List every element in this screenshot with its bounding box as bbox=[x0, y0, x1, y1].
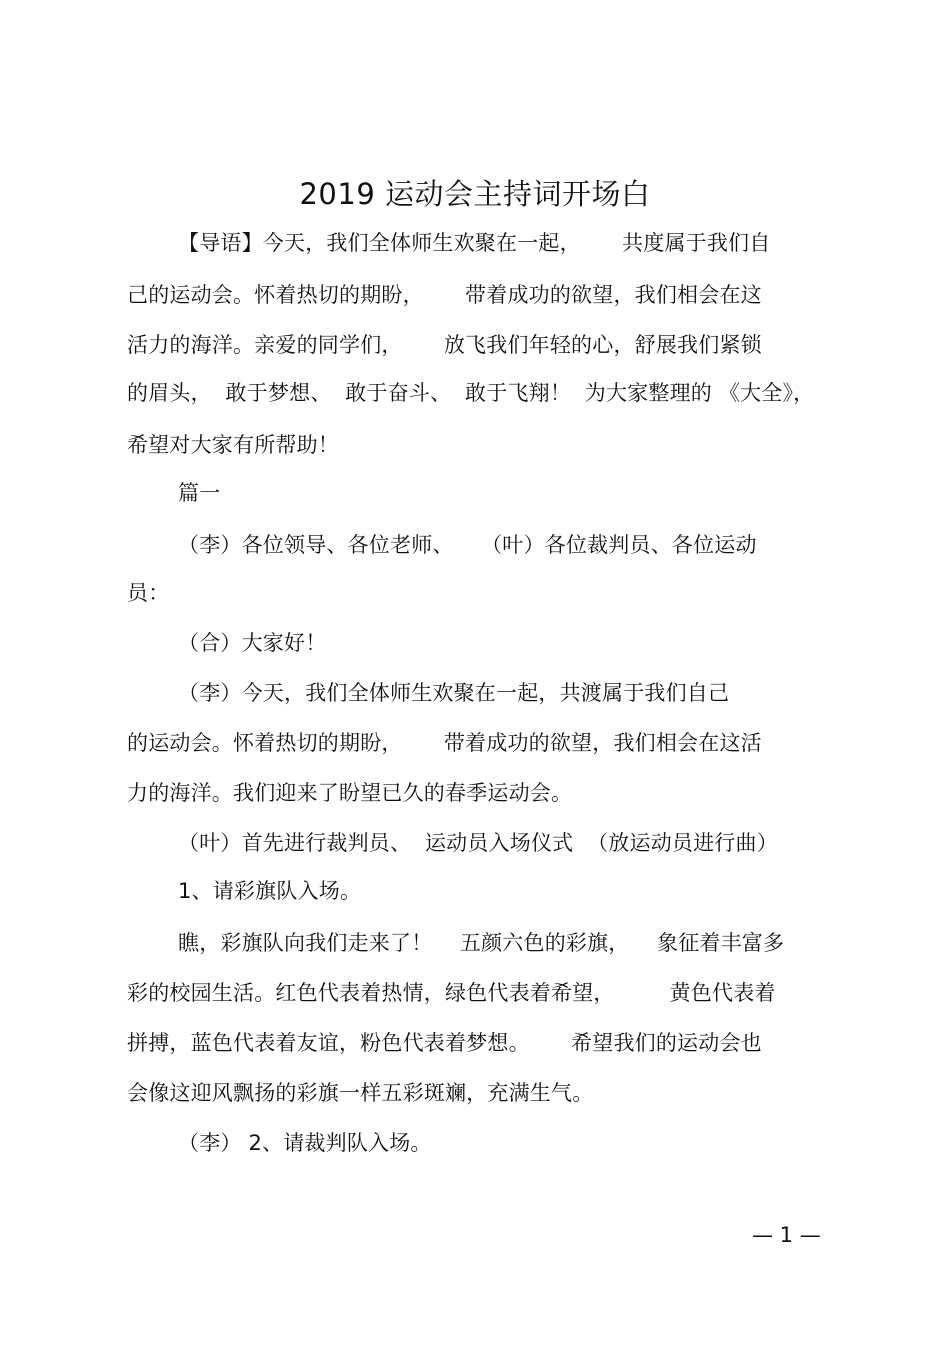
paragraph-line: 瞧，彩旗队向我们走来了！ 五颜六色的彩旗， 象征着丰富多 bbox=[178, 931, 785, 955]
paragraph-line: 己的运动会。怀着热切的期盼， 带着成功的欲望，我们相会在这 bbox=[127, 283, 762, 307]
paragraph-line: （李）各位领导、各位老师、 （叶）各位裁判员、各位运动 bbox=[178, 533, 757, 557]
paragraph-line: 活力的海洋。亲爱的同学们， 放飞我们年轻的心，舒展我们紧锁 bbox=[127, 333, 762, 357]
paragraph-line: 拼搏，蓝色代表着友谊，粉色代表着梦想。 希望我们的运动会也 bbox=[127, 1031, 762, 1055]
paragraph-line: 彩的校园生活。红色代表着热情，绿色代表着希望， 黄色代表着 bbox=[127, 981, 776, 1005]
paragraph-line: 希望对大家有所帮助！ bbox=[127, 433, 339, 457]
paragraph-line: 会像这迎风飘扬的彩旗一样五彩斑斓，充满生气。 bbox=[127, 1081, 594, 1105]
paragraph-line: 的运动会。怀着热切的期盼， 带着成功的欲望，我们相会在这活 bbox=[127, 731, 762, 755]
paragraph-line: 员： bbox=[127, 581, 170, 605]
page-title: 2019 运动会主持词开场白 bbox=[299, 177, 651, 211]
paragraph-line: （李） 2、请裁判队入场。 bbox=[178, 1131, 432, 1155]
paragraph-line: 【导语】今天，我们全体师生欢聚在一起， 共度属于我们自 bbox=[178, 231, 771, 255]
page-number: — 1 — bbox=[752, 1223, 821, 1247]
section-heading: 篇一 bbox=[178, 481, 221, 505]
paragraph-line: 1、请彩旗队入场。 bbox=[178, 879, 362, 903]
paragraph-line: （合）大家好！ bbox=[178, 631, 327, 655]
paragraph-line: 力的海洋。我们迎来了盼望已久的春季运动会。 bbox=[127, 781, 573, 805]
paragraph-line: （李）今天，我们全体师生欢聚在一起，共渡属于我们自己 bbox=[178, 681, 730, 705]
paragraph-line: 的眉头， 敢于梦想、 敢于奋斗、 敢于飞翔！ 为大家整理的 《大全》， bbox=[127, 381, 815, 405]
paragraph-line: （叶）首先进行裁判员、 运动员入场仪式 （放运动员进行曲） bbox=[178, 831, 778, 855]
